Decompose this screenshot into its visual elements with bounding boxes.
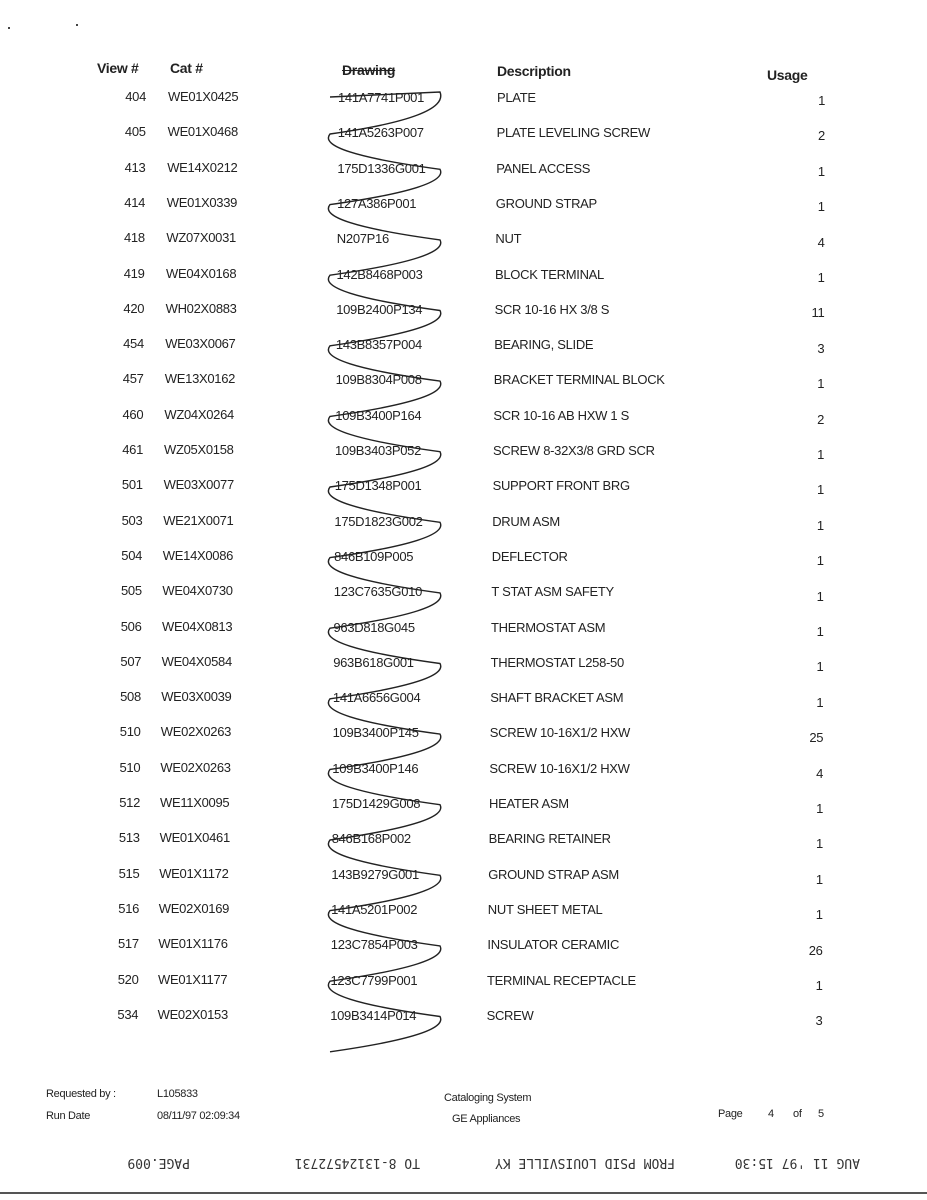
row-description: THERMOSTAT L258-50 — [490, 654, 624, 670]
requested-by-label: Requested by : — [46, 1088, 116, 1100]
row-cat-number: WE04X0168 — [166, 265, 237, 281]
row-view-number: 405 — [124, 124, 146, 140]
row-drawing-number: 109B8304P008 — [335, 372, 422, 388]
row-usage: 26 — [808, 942, 823, 958]
scan-edge-line — [0, 1192, 927, 1194]
row-drawing-number: 175D1336G001 — [337, 160, 426, 176]
row-description: SCR 10-16 HX 3/8 S — [494, 301, 610, 317]
row-usage: 1 — [816, 624, 824, 639]
row-cat-number: WE11X0095 — [160, 795, 230, 810]
row-usage: 1 — [815, 836, 823, 852]
row-usage: 1 — [817, 270, 825, 285]
fax-page: PAGE.009 — [127, 1155, 190, 1170]
row-drawing-number: 175D1429G008 — [332, 796, 421, 811]
row-description: BRACKET TERMINAL BLOCK — [493, 372, 665, 388]
row-view-number: 419 — [123, 265, 145, 281]
row-cat-number: WE01X0425 — [168, 89, 239, 104]
row-usage: 1 — [817, 163, 825, 179]
row-cat-number: WZ04X0264 — [164, 406, 234, 422]
header-drawing: Drawing — [342, 62, 396, 78]
row-drawing-number: 123C7854P003 — [330, 937, 418, 953]
row-cat-number: WZ05X0158 — [164, 442, 234, 457]
row-usage: 1 — [816, 694, 824, 710]
row-usage: 1 — [815, 907, 823, 923]
row-cat-number: WE14X0212 — [167, 159, 238, 175]
row-view-number: 460 — [122, 406, 144, 422]
row-usage: 2 — [817, 411, 825, 427]
row-view-number: 510 — [119, 759, 141, 775]
row-view-number: 501 — [121, 477, 143, 493]
row-drawing-number: 123C7635G010 — [333, 584, 422, 600]
row-drawing-number: 963D818G045 — [333, 619, 415, 635]
row-description: HEATER ASM — [489, 796, 569, 811]
fax-header-upside-down — [80, 1150, 860, 1172]
row-view-number: 516 — [118, 900, 140, 916]
row-cat-number: WE04X0730 — [162, 583, 233, 599]
row-cat-number: WE01X1176 — [158, 936, 228, 952]
row-usage: 1 — [816, 553, 824, 569]
row-description: SCREW 10-16X1/2 HXW — [489, 760, 630, 776]
header-usage: Usage — [767, 67, 808, 83]
row-usage: 1 — [818, 93, 825, 108]
page-total: 5 — [818, 1108, 824, 1120]
row-usage: 1 — [815, 978, 823, 993]
row-view-number: 507 — [120, 653, 142, 669]
row-cat-number: WH02X0883 — [165, 300, 237, 316]
row-drawing-number: 963B618G001 — [333, 654, 414, 670]
row-view-number: 457 — [122, 371, 144, 387]
row-drawing-number: 175D1823G002 — [334, 513, 423, 529]
row-description: SCREW 10-16X1/2 HXW — [489, 725, 631, 741]
run-date-value: 08/11/97 02:09:34 — [157, 1110, 240, 1122]
row-usage: 1 — [815, 871, 823, 887]
row-description: SCR 10-16 AB HXW 1 S — [493, 407, 630, 423]
row-usage: 25 — [809, 730, 824, 746]
row-usage: 4 — [816, 765, 824, 781]
row-view-number: 454 — [123, 336, 144, 352]
row-usage: 1 — [817, 199, 825, 215]
row-description: BEARING RETAINER — [488, 831, 611, 847]
row-view-number: 503 — [121, 512, 143, 528]
row-drawing-number: 109B2400P134 — [336, 301, 423, 317]
row-drawing-number: 846B109P005 — [334, 548, 414, 564]
row-cat-number: WE01X1172 — [159, 865, 229, 881]
row-view-number: 404 — [125, 89, 146, 104]
row-description: SUPPORT FRONT BRG — [492, 478, 630, 494]
fax-date: AUG 11 '97 15:30 — [734, 1155, 860, 1170]
row-description: T STAT ASM SAFETY — [491, 584, 614, 600]
row-usage: 1 — [817, 447, 824, 462]
row-usage: 1 — [816, 588, 824, 604]
row-drawing-number: 143B8357P004 — [335, 337, 422, 353]
requested-by-value: L105833 — [157, 1088, 198, 1100]
row-drawing-number: 109B3400P145 — [332, 725, 419, 741]
row-description: THERMOSTAT ASM — [491, 619, 606, 635]
row-description: SCREW — [486, 1007, 534, 1023]
row-view-number: 517 — [118, 936, 139, 952]
system-name: Cataloging System — [444, 1092, 532, 1104]
row-drawing-number: 142B8468P003 — [336, 266, 423, 282]
header-cat: Cat # — [170, 60, 203, 76]
row-usage: 3 — [817, 340, 825, 356]
row-drawing-number: N207P16 — [336, 231, 389, 247]
row-drawing-number: 141A5263P007 — [337, 125, 424, 141]
header-view: View # — [97, 60, 139, 76]
row-view-number: 513 — [118, 830, 140, 846]
row-view-number: 418 — [124, 230, 145, 246]
row-usage: 1 — [817, 376, 825, 392]
row-description: NUT SHEET METAL — [487, 901, 603, 917]
row-drawing-number: 109B3414P014 — [330, 1007, 417, 1023]
row-drawing-number: 109B3400P164 — [335, 407, 422, 423]
row-usage: 1 — [816, 659, 824, 675]
row-description: TERMINAL RECEPTACLE — [487, 972, 636, 988]
row-drawing-number: 109B3403P052 — [335, 443, 422, 458]
row-view-number: 506 — [120, 618, 142, 634]
row-view-number: 512 — [119, 795, 140, 810]
row-cat-number: WE03X0039 — [161, 689, 232, 705]
row-description: DEFLECTOR — [491, 548, 568, 564]
row-view-number: 504 — [121, 547, 143, 563]
row-view-number: 461 — [122, 442, 143, 457]
row-view-number: 520 — [117, 971, 139, 987]
row-cat-number: WE13X0162 — [164, 371, 236, 387]
fax-from: FROM PSID LOUISVILLE KY — [494, 1155, 675, 1170]
row-description: GROUND STRAP ASM — [488, 866, 619, 882]
row-drawing-number: 141A5201P002 — [331, 901, 418, 917]
row-view-number: 515 — [118, 865, 140, 881]
row-description: GROUND STRAP — [495, 195, 597, 211]
row-cat-number: WE02X0263 — [160, 759, 231, 775]
header-description: Description — [497, 63, 571, 79]
page-label: Page — [718, 1108, 743, 1120]
of-label: of — [793, 1108, 802, 1120]
row-usage: 1 — [816, 482, 824, 498]
company-name: GE Appliances — [452, 1113, 521, 1125]
row-usage: 11 — [811, 305, 825, 321]
row-view-number: 414 — [124, 194, 146, 210]
run-date-label: Run Date — [46, 1110, 91, 1122]
row-cat-number: WE01X0468 — [167, 124, 238, 140]
row-cat-number: WE01X1177 — [158, 971, 228, 987]
row-description: SHAFT BRACKET ASM — [490, 690, 624, 706]
fax-to: TO 8-13124572731 — [294, 1155, 420, 1170]
row-drawing-number: 127A386P001 — [337, 195, 417, 211]
row-cat-number: WE02X0263 — [160, 724, 232, 740]
row-cat-number: WE04X0813 — [162, 618, 233, 634]
row-description: NUT — [495, 231, 522, 247]
row-drawing-number: 846B168P002 — [331, 831, 411, 847]
row-view-number: 510 — [119, 724, 141, 740]
row-drawing-number: 141A6656G004 — [332, 690, 421, 706]
row-usage: 1 — [816, 801, 823, 816]
row-cat-number: WE21X0071 — [163, 512, 234, 528]
row-usage: 2 — [817, 128, 825, 144]
row-drawing-number: 109B3400P146 — [332, 760, 419, 776]
row-drawing-number: 141A7741P001 — [338, 90, 425, 105]
row-view-number: 505 — [121, 583, 142, 599]
row-cat-number: WE14X0086 — [162, 547, 234, 563]
row-usage: 3 — [815, 1013, 823, 1029]
row-cat-number: WE01X0339 — [166, 194, 238, 210]
row-view-number: 534 — [117, 1006, 139, 1022]
row-cat-number: WZ07X0031 — [166, 230, 236, 246]
row-usage: 1 — [816, 517, 824, 533]
row-description: SCREW 8-32X3/8 GRD SCR — [493, 443, 655, 458]
row-description: INSULATOR CERAMIC — [487, 937, 620, 953]
row-view-number: 508 — [120, 689, 141, 705]
row-view-number: 413 — [124, 159, 146, 175]
row-description: PLATE LEVELING SCREW — [496, 125, 651, 141]
row-view-number: 420 — [123, 300, 145, 316]
row-cat-number: WE03X0067 — [165, 336, 236, 352]
row-drawing-number: 143B9279G001 — [331, 866, 419, 882]
squiggle-stroke — [328, 92, 440, 1052]
row-description: BEARING, SLIDE — [494, 337, 594, 353]
row-description: PLATE — [497, 90, 536, 105]
row-cat-number: WE04X0584 — [161, 653, 232, 669]
row-cat-number: WE02X0169 — [158, 900, 230, 916]
row-description: BLOCK TERMINAL — [495, 266, 604, 282]
row-drawing-number: 123C7799P001 — [330, 972, 418, 988]
page-number: 4 — [768, 1108, 774, 1120]
row-cat-number: WE03X0077 — [163, 477, 234, 493]
row-description: PANEL ACCESS — [496, 160, 591, 176]
row-usage: 4 — [817, 234, 825, 250]
row-description: DRUM ASM — [492, 513, 560, 529]
row-cat-number: WE01X0461 — [159, 830, 230, 846]
row-drawing-number: 175D1348P001 — [334, 478, 422, 494]
row-cat-number: WE02X0153 — [157, 1006, 228, 1022]
